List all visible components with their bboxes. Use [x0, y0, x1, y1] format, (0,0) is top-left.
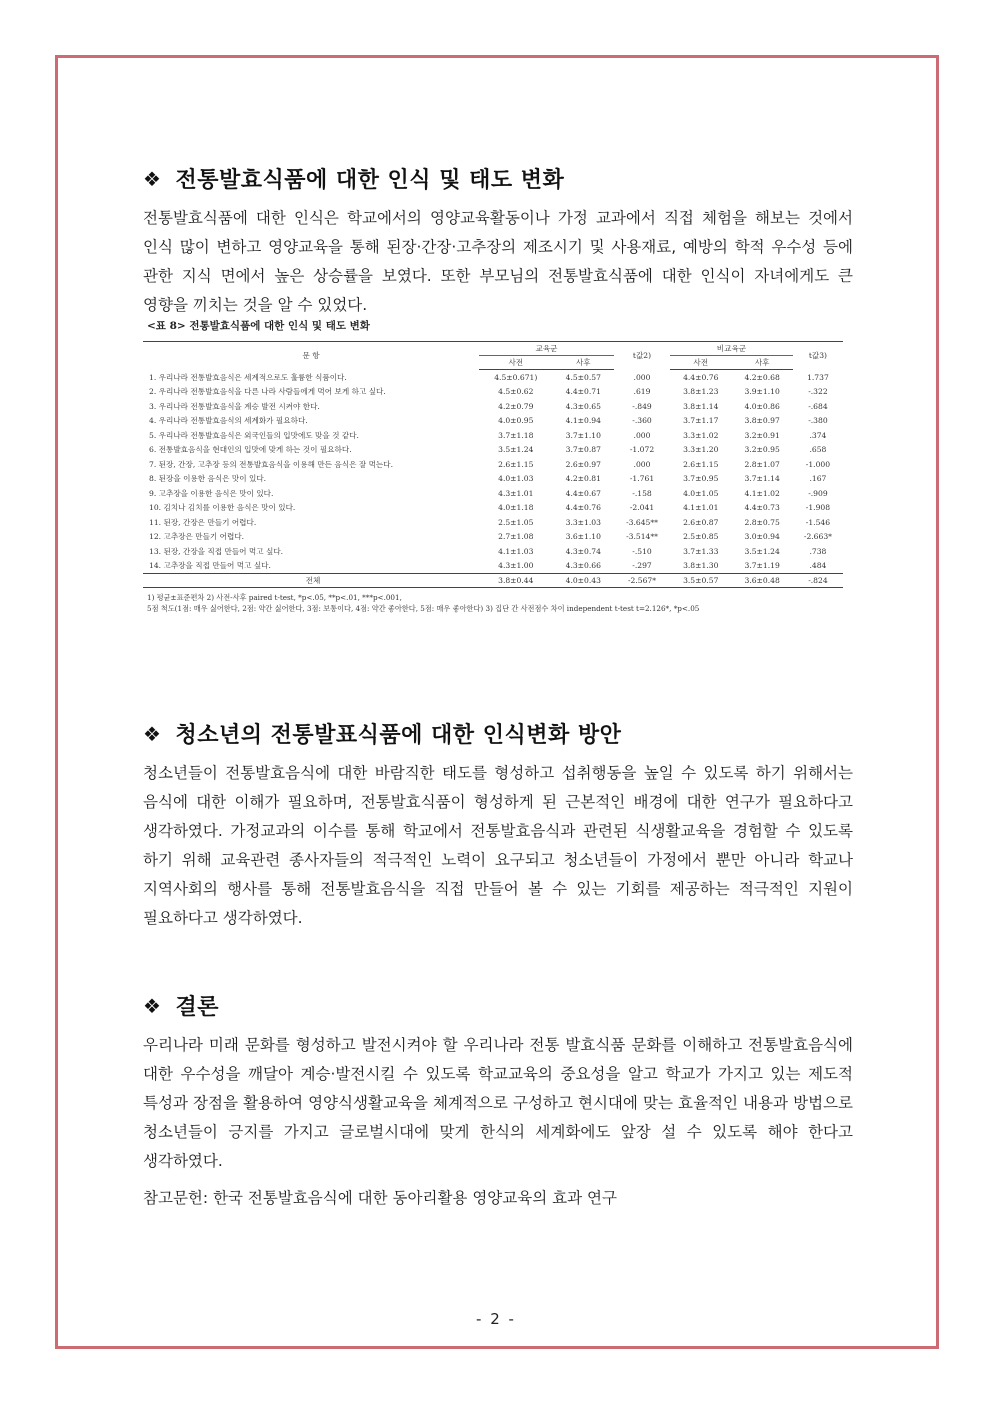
- table-cell-e-post: 4.2±0.81: [565, 474, 601, 484]
- section-awareness-plan: [143, 718, 853, 933]
- table-cell-e-pre: 2.6±1.15: [498, 459, 534, 469]
- table-cell-e-t: -1.761: [629, 474, 655, 484]
- section-heading: [143, 990, 853, 1021]
- table-total-row: [143, 574, 843, 588]
- diamond-bullet-icon: ❖: [143, 993, 162, 1018]
- table-cell-item: 10. 김치나 김치를 이용한 음식은 맛이 있다.: [149, 503, 296, 513]
- table-cell-e-post: 4.4±0.76: [565, 503, 601, 513]
- table-cell-e-pre: 4.3±1.01: [498, 488, 534, 498]
- table-cell-e-t: -2.567*: [614, 574, 670, 588]
- table-cell-c-t: 1.737: [807, 372, 829, 382]
- table-cell-e-post: 3.7±1.10: [565, 430, 601, 440]
- table-row: [143, 385, 843, 400]
- table-cell-c-post: 4.2±0.68: [744, 372, 780, 382]
- table-cell-c-t: -.824: [793, 574, 843, 588]
- table-cell-c-pre: 3.7±1.33: [683, 546, 719, 556]
- table-cell-e-post: 4.1±0.94: [565, 416, 601, 426]
- table-cell-c-t: .738: [809, 546, 827, 556]
- table-cell-c-t: -1.908: [805, 503, 831, 513]
- table-cell-c-t: -.909: [808, 488, 828, 498]
- table-row: [143, 501, 843, 516]
- table-cell-c-t: -2.663*: [803, 532, 832, 542]
- table-cell-e-post: 4.5±0.57: [565, 372, 601, 382]
- table-header-comp-group: 비교육군: [670, 342, 793, 356]
- table-cell-c-post: 3.5±1.24: [744, 546, 780, 556]
- table-cell-c-post: 3.2±0.95: [744, 445, 780, 455]
- table-cell-item: 7. 된장, 간장, 고추장 등의 전통발효음식을 이용해 만든 음식은 잘 먹는다.: [149, 459, 394, 469]
- table-header-post: 사후: [553, 356, 614, 370]
- page-number: - 2 -: [476, 1310, 516, 1328]
- table-cell-item: 4. 우리나라 전통발효음식의 세계화가 필요하다.: [149, 416, 308, 426]
- section-recognition-change: [143, 163, 853, 320]
- table-row: [143, 399, 843, 414]
- table-cell-e-pre: 2.7±1.08: [498, 532, 534, 542]
- table-cell-c-t: .374: [809, 430, 827, 440]
- table-cell-item: 9. 고추장을 이용한 음식은 맛이 있다.: [149, 488, 274, 498]
- table-row: [143, 414, 843, 429]
- table-row: [143, 443, 843, 458]
- table-header-pre: 사전: [479, 356, 553, 370]
- table-cell-c-pre: 2.6±0.87: [683, 517, 719, 527]
- table-cell-e-post: 3.6±1.10: [565, 532, 601, 542]
- table-cell-e-pre: 4.0±1.18: [498, 503, 534, 513]
- section-conclusion: [143, 990, 853, 1176]
- table-cell-item: 12. 고추장은 만들기 어렵다.: [149, 532, 245, 542]
- table-cell-c-post: 4.1±1.02: [744, 488, 780, 498]
- table-cell-item: 1. 우리나라 전통발효음식은 세계적으로도 훌륭한 식품이다.: [149, 372, 347, 382]
- table-header-post: 사후: [731, 356, 792, 370]
- table-cell-c-post: 3.6±0.48: [731, 574, 792, 588]
- table-cell-e-t: -.360: [632, 416, 652, 426]
- table-cell-c-t: .484: [809, 561, 827, 571]
- table-cell-item: 14. 고추장을 직접 만들어 먹고 싶다.: [149, 561, 271, 571]
- table-cell-e-pre: 4.2±0.79: [498, 401, 534, 411]
- section-paragraph: 전통발효식품에 대한 인식은 학교에서의 영양교육활동이나 가정 교과에서 직접 체험을 해보는 것에서 인식 많이 변하고 영양교육을 통해 된장·간장·고추장의 제조시기 및 사용재료, 예방의 학적 우수성 등에 관한 지식 면에서 높은 상승률을 보였다. 또한 부모님의 전통발효식품에 대한 인식이 자녀에게도 큰 영향을 끼치는 것을 알 수 있었다.: [143, 209, 853, 314]
- table-cell-c-post: 2.8±1.07: [744, 459, 780, 469]
- table-cell-c-t: -1.000: [805, 459, 831, 469]
- section-paragraph: 청소년들이 전통발효음식에 대한 바람직한 태도를 형성하고 섭취행동을 높일 수 있도록 하기 위해서는 음식에 대한 이해가 필요하며, 전통발효식품이 형성하게 된 근본적인 배경에 대한 연구가 필요하다고 생각하였다. 가정교과의 이수를 통해 학교에서 전통발효음식과 관련된 식생활교육을 경험할 수 있도록 하기 위해 교육관련 종사자들의 적극적인 노력이 요구되고 청소년들이 가정에서 뿐만 아니라 학교나 지역사회의 행사를 통해 전통발효음식을 직접 만들어 볼 수 있는 기회를 제공하는 적극적인 지원이 필요하다고 생각하였다.: [143, 764, 853, 927]
- table-cell-c-pre: 3.3±1.20: [683, 445, 719, 455]
- table-row: [143, 428, 843, 443]
- section-heading-text: 결론: [175, 995, 219, 1020]
- table-cell-e-t: .619: [633, 387, 651, 397]
- table-cell-c-t: .167: [809, 474, 827, 484]
- table-cell-item: 전체: [143, 574, 479, 588]
- table-header-pre: 사전: [670, 356, 731, 370]
- table-cell-c-t: .658: [809, 445, 827, 455]
- table-cell-c-pre: 3.5±0.57: [670, 574, 731, 588]
- table-cell-e-pre: 4.1±1.03: [498, 546, 534, 556]
- table-note-2: 5점 척도(1점: 매우 싫어한다, 2점: 약간 싫어한다, 3점: 보통이다, 4점: 약간 좋아한다, 5점: 매우 좋아한다) 3) 집단 간 사전점수 차이 independent t-test t=2.126*, *p<.05: [147, 604, 700, 613]
- table-header-edu-group: 교육군: [479, 342, 614, 356]
- table-cell-item: 5. 우리나라 전통발효음식은 외국인들의 입맛에도 맞을 것 같다.: [149, 430, 359, 440]
- table-cell-e-post: 4.4±0.71: [565, 387, 601, 397]
- table-cell-c-pre: 3.8±1.30: [683, 561, 719, 571]
- table-cell-e-post: 4.4±0.67: [565, 488, 601, 498]
- table-cell-c-post: 2.8±0.75: [744, 517, 780, 527]
- table-caption: <표 8> 전통발효식품에 대한 인식 및 태도 변화: [147, 320, 370, 332]
- table-cell-e-pre: 2.5±1.05: [498, 517, 534, 527]
- table-header-t1: t값2): [614, 342, 670, 370]
- table-cell-e-t: .000: [633, 430, 651, 440]
- table-cell-c-pre: 4.0±1.05: [683, 488, 719, 498]
- table-cell-c-pre: 3.7±0.95: [683, 474, 719, 484]
- table-cell-e-post: 3.3±1.03: [565, 517, 601, 527]
- section-heading-text: 전통발효식품에 대한 인식 및 태도 변화: [175, 168, 565, 193]
- table-cell-e-post: 4.0±0.43: [553, 574, 614, 588]
- table-row: [143, 457, 843, 472]
- table-cell-e-t: -3.645**: [626, 517, 658, 527]
- table-cell-e-t: -.849: [632, 401, 652, 411]
- table-row: [143, 559, 843, 574]
- survey-table: [143, 341, 843, 588]
- table-cell-c-t: -.684: [808, 401, 828, 411]
- table-cell-c-pre: 4.4±0.76: [683, 372, 719, 382]
- table-cell-e-post: 3.7±0.87: [565, 445, 601, 455]
- table-cell-e-post: 4.3±0.66: [565, 561, 601, 571]
- table-cell-c-t: -.380: [808, 416, 828, 426]
- table-cell-c-t: -.322: [808, 387, 828, 397]
- table-cell-c-t: -1.546: [805, 517, 831, 527]
- table-cell-c-pre: 3.8±1.14: [683, 401, 719, 411]
- table-cell-e-t: -.510: [632, 546, 652, 556]
- table-cell-e-pre: 4.5±0.62: [498, 387, 534, 397]
- table-row: [143, 472, 843, 487]
- table-cell-item: 13. 된장, 간장을 직접 만들어 먹고 싶다.: [149, 546, 284, 556]
- table-cell-item: 6. 전통발효음식을 현대인의 입맛에 맞게 하는 것이 필요하다.: [149, 445, 352, 455]
- table-cell-e-pre: 3.8±0.44: [479, 574, 553, 588]
- table-cell-c-post: 3.7±1.19: [744, 561, 780, 571]
- section-heading: [143, 163, 853, 194]
- table-cell-item: 11. 된장, 간장은 만들기 어렵다.: [149, 517, 257, 527]
- table-cell-item: 2. 우리나라 전통발효음식을 다른 나라 사람들에게 먹어 보게 하고 싶다.: [149, 387, 386, 397]
- table-cell-e-t: -3.514**: [626, 532, 658, 542]
- table-cell-item: 3. 우리나라 전통발효음식을 계승 발전 시켜야 한다.: [149, 401, 320, 411]
- table-cell-c-post: 3.8±0.97: [744, 416, 780, 426]
- table-cell-item: 8. 된장을 이용한 음식은 맛이 있다.: [149, 474, 267, 484]
- table-cell-e-t: .000: [633, 372, 651, 382]
- table-row: [143, 544, 843, 559]
- table-cell-e-pre: 4.0±0.95: [498, 416, 534, 426]
- table-cell-c-post: 3.9±1.10: [744, 387, 780, 397]
- table-cell-e-t: -2.041: [629, 503, 655, 513]
- table-cell-e-post: 4.3±0.74: [565, 546, 601, 556]
- table-header-item: 문 항: [143, 342, 479, 370]
- table-cell-e-t: -.158: [632, 488, 652, 498]
- table-cell-c-pre: 3.3±1.02: [683, 430, 719, 440]
- table-cell-c-post: 3.2±0.91: [744, 430, 780, 440]
- table-cell-c-post: 3.0±0.94: [744, 532, 780, 542]
- table-note-1: 1) 평균±표준편차 2) 사전-사후 paired t-test, *p<.05, **p<.01, ***p<.001,: [147, 593, 402, 602]
- table-body: [143, 370, 843, 588]
- section-paragraph: 우리나라 미래 문화를 형성하고 발전시켜야 할 우리나라 전통 발효식품 문화를 이해하고 전통발효음식에 대한 우수성을 깨달아 계승·발전시킬 수 있도록 학교교육의 중요성을 알고 학교가 가지고 있는 제도적 특성과 장점을 활용하여 영양식생활교육을 체계적으로 구성하고 현시대에 맞는 효율적인 내용과 방법으로 청소년들이 긍지를 가지고 글로벌시대에 맞게 한식의 세계화에도 앞장 설 수 있도록 해야 한다고 생각하였다.: [143, 1036, 853, 1170]
- table-cell-e-t: -.297: [632, 561, 652, 571]
- table-cell-e-pre: 3.7±1.18: [498, 430, 534, 440]
- table-cell-c-pre: 4.1±1.01: [683, 503, 719, 513]
- table-cell-e-post: 4.3±0.65: [565, 401, 601, 411]
- table-cell-e-pre: 4.0±1.03: [498, 474, 534, 484]
- table-header-t2: t값3): [793, 342, 843, 370]
- table-row: [143, 370, 843, 385]
- survey-table-block: [143, 318, 843, 614]
- table-cell-e-pre: 4.5±0.671): [494, 372, 538, 382]
- table-cell-e-pre: 3.5±1.24: [498, 445, 534, 455]
- table-cell-c-post: 3.7±1.14: [744, 474, 780, 484]
- diamond-bullet-icon: ❖: [143, 721, 162, 746]
- table-cell-e-t: .000: [633, 459, 651, 469]
- table-cell-e-post: 2.6±0.97: [565, 459, 601, 469]
- reference-line: 참고문헌: 한국 전통발효음식에 대한 동아리활용 영양교육의 효과 연구: [143, 1189, 617, 1207]
- diamond-bullet-icon: ❖: [143, 166, 162, 191]
- table-cell-c-pre: 2.5±0.85: [683, 532, 719, 542]
- table-row: [143, 486, 843, 501]
- table-cell-c-pre: 3.8±1.23: [683, 387, 719, 397]
- table-notes: [143, 592, 843, 614]
- table-row: [143, 515, 843, 530]
- table-cell-e-t: -1.072: [629, 445, 655, 455]
- section-heading: [143, 718, 853, 749]
- table-cell-e-pre: 4.3±1.00: [498, 561, 534, 571]
- table-cell-c-pre: 2.6±1.15: [683, 459, 719, 469]
- table-cell-c-pre: 3.7±1.17: [683, 416, 719, 426]
- table-cell-c-post: 4.4±0.73: [744, 503, 780, 513]
- section-heading-text: 청소년의 전통발표식품에 대한 인식변화 방안: [175, 723, 622, 748]
- table-cell-c-post: 4.0±0.86: [744, 401, 780, 411]
- table-row: [143, 530, 843, 545]
